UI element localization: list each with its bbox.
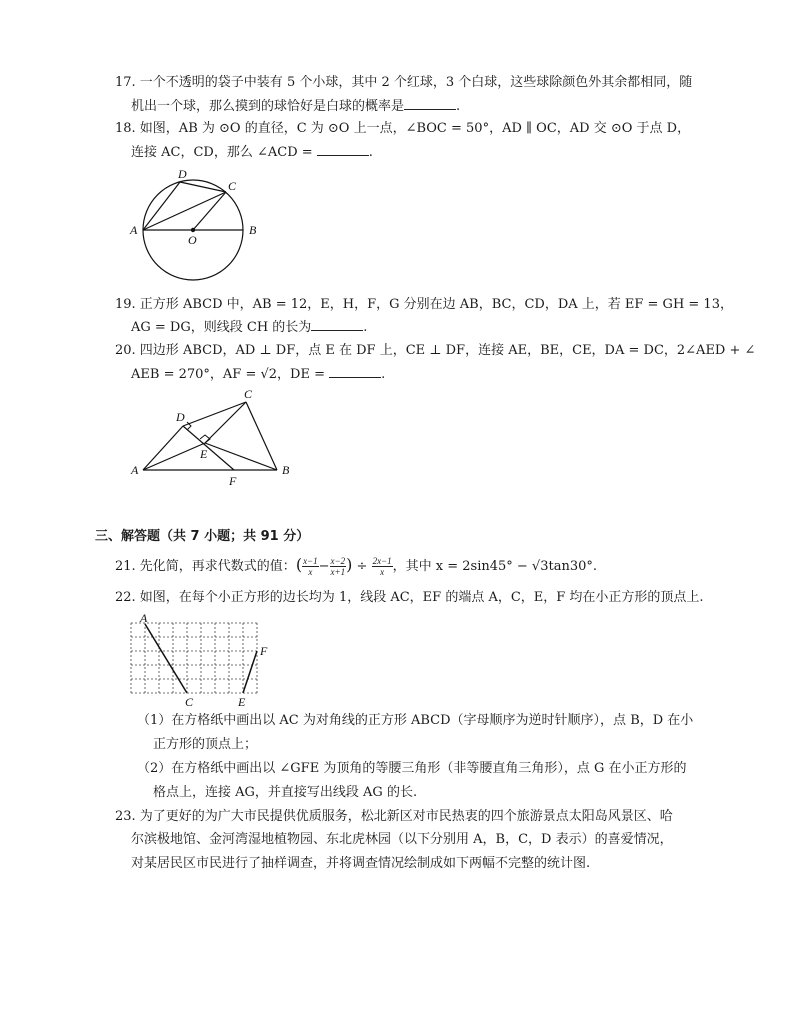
q21-right-paren: ) [346,555,353,574]
q17-line-1: 17. 一个不透明的袋子中装有 5 个小球，其中 2 个红球，3 个白球，这些球除颜色外其余都相同，随 [115,75,693,90]
q17-text: 机出一个球，那么摸到的球恰好是白球的概率是 [131,99,405,114]
label-b: B [282,463,290,477]
label-c: C [185,695,194,709]
q19-line-1: 19. 正方形 ABCD 中，AB = 12，E，H，F，G 分别在边 AB，BC，CD，DA 上，若 EF = GH = 13， [115,297,733,312]
label-f: F [260,644,268,658]
label-a: A [130,223,138,237]
q18-period: . [368,145,373,160]
q21-frac-1-den: x [308,567,313,577]
q23-line-3: 对某居民区市民进行了抽样调查，并将调查情况绘制成如下两幅不完整的统计图. [131,856,591,871]
label-c: C [244,387,253,401]
label-o: O [188,233,197,247]
q21-frac-1-num: x−1 [303,556,318,566]
segment-ef [243,651,257,693]
label-f: F [229,474,237,488]
label-d: D [178,167,187,181]
q21-divide: ÷ [356,559,368,574]
q21-prefix: 21. 先化简，再求代数式的值： [115,559,296,574]
q18-text: 连接 AC，CD，那么 ∠ACD = [131,145,313,160]
label-a: A [140,611,148,625]
q18-line-1: 18. 如图，AB 为 ⊙O 的直径，C 为 ⊙O 上一点，∠BOC = 50°，AD ∥ OC，AD 交 ⊙O 于点 D， [115,121,691,136]
q21-frac-3-den: x [380,567,385,577]
label-a: A [131,463,139,477]
segment-ac [145,624,187,693]
q17-period: . [456,99,461,114]
q19-period: . [363,320,368,335]
q20-text: AEB = 270°，AF = √2，DE = [131,367,325,382]
label-b: B [249,223,257,237]
label-e: E [200,447,208,461]
label-e: E [238,695,246,709]
q21-frac-3-num: 2x−1 [372,556,392,566]
q22-line-1: 22. 如图，在每个小正方形的边长均为 1，线段 AC，EF 的端点 A，C，E，F 均在小正方形的顶点上. [115,590,704,605]
q23-line-1: 23. 为了更好的为广大市民提供优质服务，松北新区对市民热衷的四个旅游景点太阳岛风景区、哈 [115,809,673,824]
label-d: D [176,410,185,424]
q21-suffix: ，其中 x = 2sin45° − √3tan30°. [392,559,598,574]
q20-period: . [381,367,386,382]
q23-line-2: 尔滨极地馆、金河湾湿地植物园、东北虎林园（以下分别用 A，B，C，D 表示）的喜爱情况， [131,832,673,847]
section-3-heading: 三、解答题（共 7 小题；共 91 分） [95,529,310,544]
label-c: C [228,179,237,193]
q21-minus: − [318,559,330,574]
q20-line-1: 20. 四边形 ABCD，AD ⊥ DF，点 E 在 DF 上，CE ⊥ DF，连接 AE，BE，CE，DA = DC，2∠AED + ∠ [115,343,756,358]
q22-sub1-line-1: （1）在方格纸中画出以 AC 为对角线的正方形 ABCD（字母顺序为逆时针顺序），点 B，D 在小 [137,713,694,728]
q21-left-paren: ( [295,555,303,574]
q19-text: AG = DG，则线段 CH 的长为 [131,320,312,335]
grid-lines [131,623,257,693]
q21-frac-2-num: x−2 [330,556,346,566]
q22-sub2-line-2: 格点上，连接 AG，并直接写出线段 AG 的长. [153,785,418,800]
q21-frac-2-den: x+1 [330,567,346,577]
q22-sub2-line-1: （2）在方格纸中画出以 ∠GFE 为顶角的等腰三角形（非等腰直角三角形），点 G 在小正方形的 [137,761,687,776]
q22-sub1-line-2: 正方形的顶点上； [153,737,258,752]
